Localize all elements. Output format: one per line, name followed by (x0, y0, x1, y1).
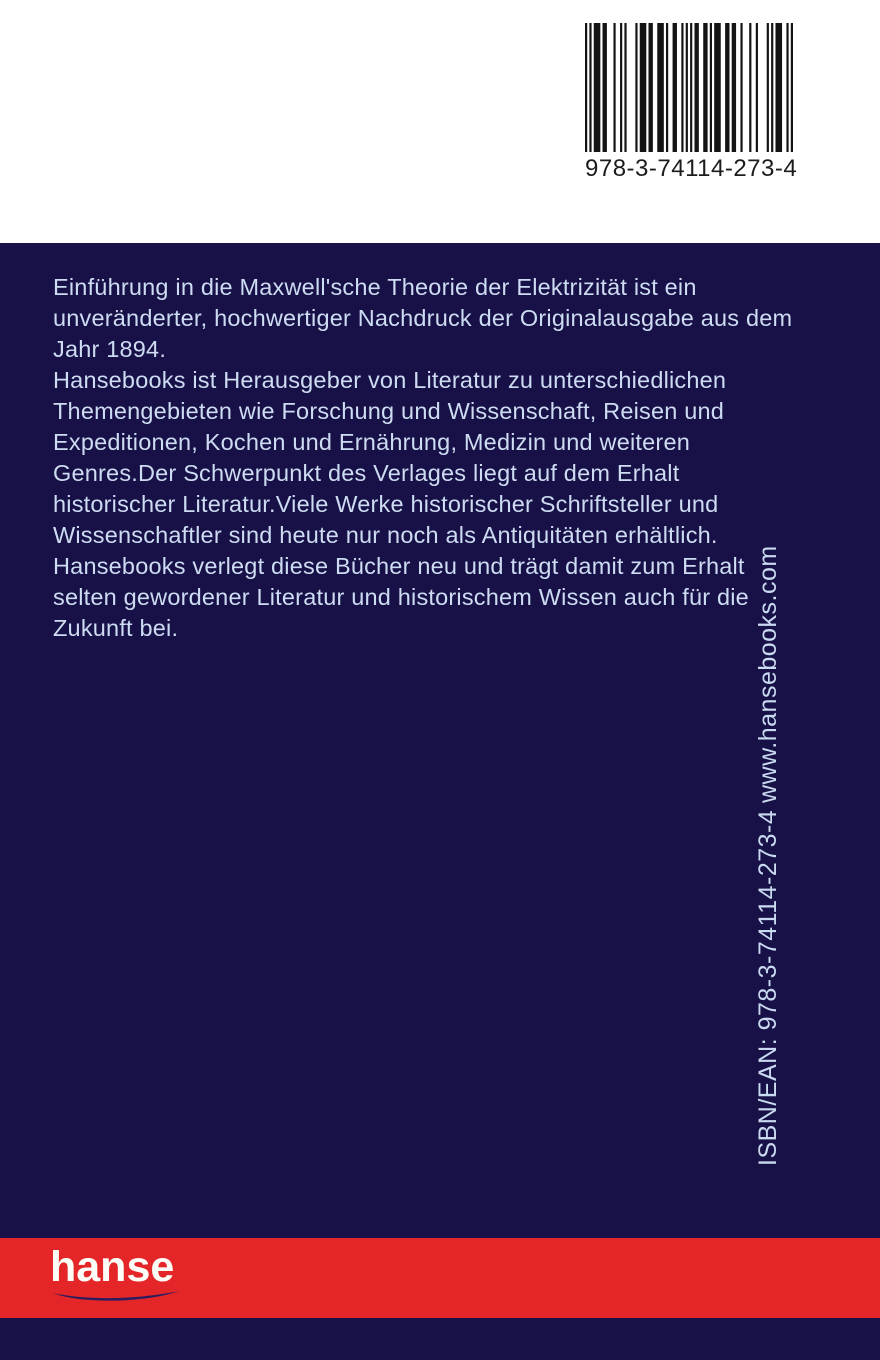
text-line: Themengebieten wie Forschung und Wissenschaft, Reisen und (53, 398, 725, 424)
barcode-block (585, 23, 798, 182)
hanse-logo-text: hanse (50, 1243, 175, 1291)
text-line: unveränderter, hochwertiger Nachdruck der Originalausgabe aus dem (53, 305, 793, 331)
spine-isbn: ISBN/EAN: 978-3-74114-273-4 (754, 809, 782, 1166)
text-line: Zukunft bei. (53, 615, 179, 641)
logo-swoosh-icon (50, 1288, 182, 1302)
hanse-logo (50, 1243, 200, 1310)
text-line: Wissenschaftler sind heute nur noch als Antiquitäten erhältlich. (53, 522, 718, 548)
spine-text (752, 544, 824, 1166)
text-line: Jahr 1894. (53, 336, 167, 362)
barcode-bars (585, 23, 793, 152)
text-line: Einführung in die Maxwell'sche Theorie der Elektrizität ist ein (53, 274, 697, 300)
text-line: Expeditionen, Kochen und Ernährung, Medizin und weiteren (53, 429, 690, 455)
text-line: historischer Literatur.Viele Werke historischer Schriftsteller und (53, 491, 719, 517)
publisher-brand-band (0, 1238, 880, 1318)
book-description (53, 272, 833, 644)
bottom-navy-strip (0, 1318, 880, 1360)
spine-website: www.hansebooks.com (754, 544, 782, 803)
text-line: selten gewordener Literatur und historischem Wissen auch für die (53, 584, 749, 610)
text-line: Genres.Der Schwerpunkt des Verlages liegt auf dem Erhalt (53, 460, 680, 486)
navy-description-section (0, 243, 880, 1238)
text-line: Hansebooks ist Herausgeber von Literatur zu unterschiedlichen (53, 367, 727, 393)
barcode-number: 978-3-74114-273-4 (585, 155, 798, 182)
text-line: Hansebooks verlegt diese Bücher neu und trägt damit zum Erhalt (53, 553, 745, 579)
top-white-section (0, 0, 880, 243)
